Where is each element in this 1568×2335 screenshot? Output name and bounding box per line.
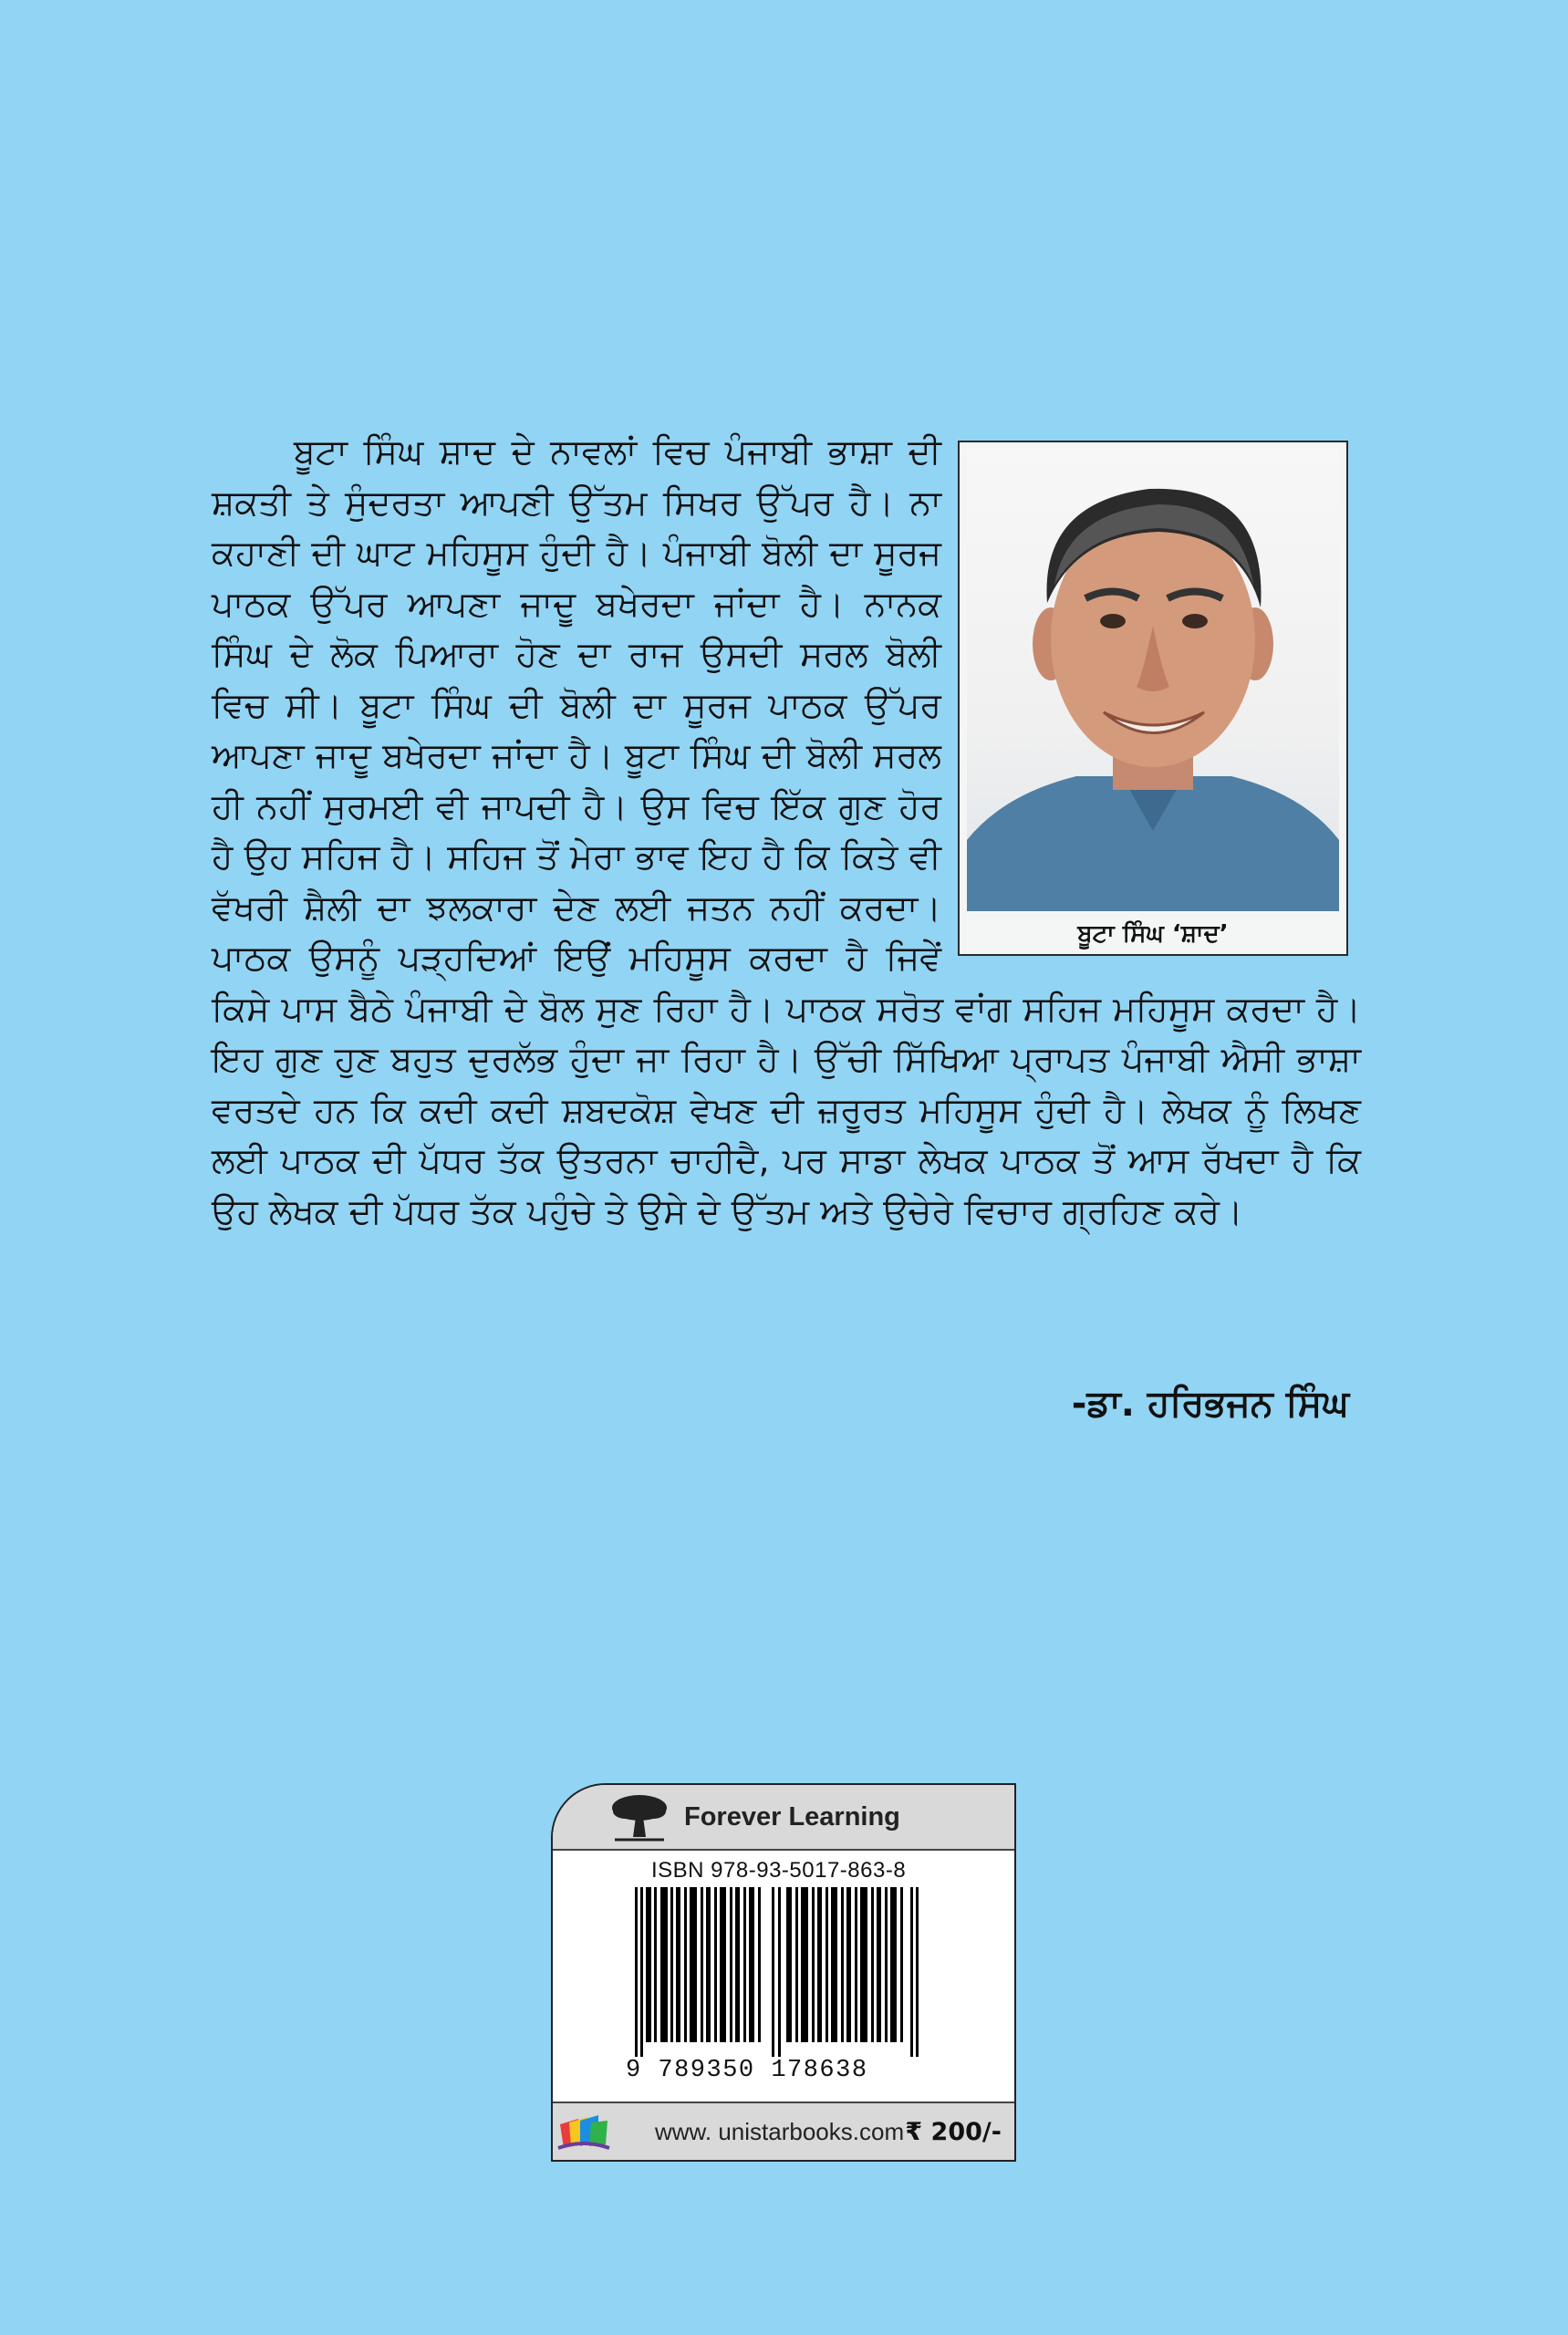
publisher-website: www. unistarbooks.com — [655, 2117, 905, 2145]
tree-icon — [607, 1790, 671, 1844]
blurb-signature: -ਡਾ. ਹਰਿਭਜਨ ਸਿੰਘ — [1071, 1383, 1349, 1425]
barcode-digits: 9 789350 178638 — [626, 2057, 868, 2084]
author-portrait-illustration — [967, 448, 1339, 911]
publisher-header — [553, 1785, 1014, 1851]
barcode-box — [551, 1783, 1016, 2162]
author-photo-frame — [958, 441, 1348, 956]
publisher-footer — [553, 2102, 1014, 2160]
isbn-label: ISBN 978-93-5017-863-8 — [651, 1858, 907, 1883]
barcode-bars — [635, 1887, 923, 2057]
books-icon — [556, 2112, 611, 2152]
book-price: ₹ 200/- — [905, 2117, 1002, 2146]
photo-caption: ਬੂਟਾ ਸਿੰਘ ‘ਸ਼ਾਦ’ — [1077, 920, 1229, 948]
blurb-paragraph: ਬੂਟਾ ਸਿੰਘ ਸ਼ਾਦ ਦੇ ਨਾਵਲਾਂ ਵਿਚ ਪੰਜਾਬੀ ਭਾਸ਼ਾ ਦੀ ਸ਼ਕਤੀ ਤੇ ਸੁੰਦਰਤਾ ਆਪਣੀ ਉੱਤਮ ਸਿਖਰ ਉੱਪਰ ਹੈ। ਨਾ ਕਹਾਣੀ ਦੀ ਘਾਟ ਮਹਿਸੂਸ ਹੁੰਦੀ ਹੈ। ਪੰਜਾਬੀ ਬੋਲੀ ਦਾ ਸੂਰਜ ਪਾਠਕ ਉੱਪਰ ਆਪਣਾ ਜਾਦੂ ਬਖੇਰਦਾ ਜਾਂਦਾ ਹੈ। ਨਾਨਕ ਸਿੰਘ ਦੇ ਲੋਕ ਪਿਆਰਾ ਹੋਣ ਦਾ ਰਾਜ ਉਸਦੀ ਸਰਲ ਬੋਲੀ ਵਿਚ ਸੀ। ਬੂਟਾ ਸਿੰਘ ਦੀ ਬੋਲੀ ਦਾ ਸੂਰਜ ਪਾਠਕ ਉੱਪਰ ਆਪਣਾ ਜਾਦੂ ਬਖੇਰਦਾ ਜਾਂਦਾ ਹੈ। ਬੂਟਾ ਸਿੰਘ ਦੀ ਬੋਲੀ ਸਰਲ ਹੀ ਨਹੀਂ ਸੁਰਮਈ ਵੀ ਜਾਪਦੀ ਹੈ। ਉਸ ਵਿਚ ਇੱਕ ਗੁਣ ਹੋਰ ਹੈ ਉਹ ਸਹਿਜ ਹੈ। ਸਹਿਜ ਤੋਂ ਮੇਰਾ ਭਾਵ ਇਹ ਹੈ ਕਿ ਕਿਤੇ ਵੀ ਵੱਖਰੀ ਸ਼ੈਲੀ ਦਾ ਝਲਕਾਰਾ ਦੇਣ ਲਈ ਜਤਨ ਨਹੀਂ ਕਰਦਾ। ਪਾਠਕ ਉਸਨੂੰ ਪੜ੍ਹਦਿਆਂ ਇਉਂ ਮਹਿਸੂਸ ਕਰਦਾ ਹੈ ਜਿਵੇਂ ਕਿਸੇ ਪਾਸ ਬੈਠੇ ਪੰਜਾਬੀ ਦੇ ਬੋਲ ਸੁਣ ਰਿਹਾ ਹੈ। ਪਾਠਕ ਸਰੋਤ ਵਾਂਗ ਸਹਿਜ ਮਹਿਸੂਸ ਕਰਦਾ ਹੈ। ਇਹ ਗੁਣ ਹੁਣ ਬਹੁਤ ਦੁਰਲੱਭ ਹੁੰਦਾ ਜਾ ਰਿਹਾ ਹੈ। ਉੱਚੀ ਸਿੱਖਿਆ ਪ੍ਰਾਪਤ ਪੰਜਾਬੀ ਐਸੀ ਭਾਸ਼ਾ ਵਰਤਦੇ ਹਨ ਕਿ ਕਦੀ ਕਦੀ ਸ਼ਬਦਕੋਸ਼ ਵੇਖਣ ਦੀ ਜ਼ਰੂਰਤ ਮਹਿਸੂਸ ਹੁੰਦੀ ਹੈ। ਲੇਖਕ ਨੂੰ ਲਿਖਣ ਲਈ ਪਾਠਕ ਦੀ ਪੱਧਰ ਤੱਕ ਉਤਰਨਾ ਚਾਹੀਦੈ, ਪਰ ਸਾਡਾ ਲੇਖਕ ਪਾਠਕ ਤੋਂ ਆਸ ਰੱਖਦਾ ਹੈ ਕਿ ਉਹ ਲੇਖਕ ਦੀ ਪੱਧਰ ਤੱਕ ਪਹੁੰਚੇ ਤੇ ਉਸੇ ਦੇ ਉੱਤਮ ਅਤੇ ਉਚੇਰੇ ਵਿਚਾਰ ਗ੍ਰਹਿਣ ਕਰੇ। — [212, 431, 1361, 1231]
publisher-name: Forever Learning — [684, 1801, 900, 1832]
author-photo — [967, 448, 1339, 911]
